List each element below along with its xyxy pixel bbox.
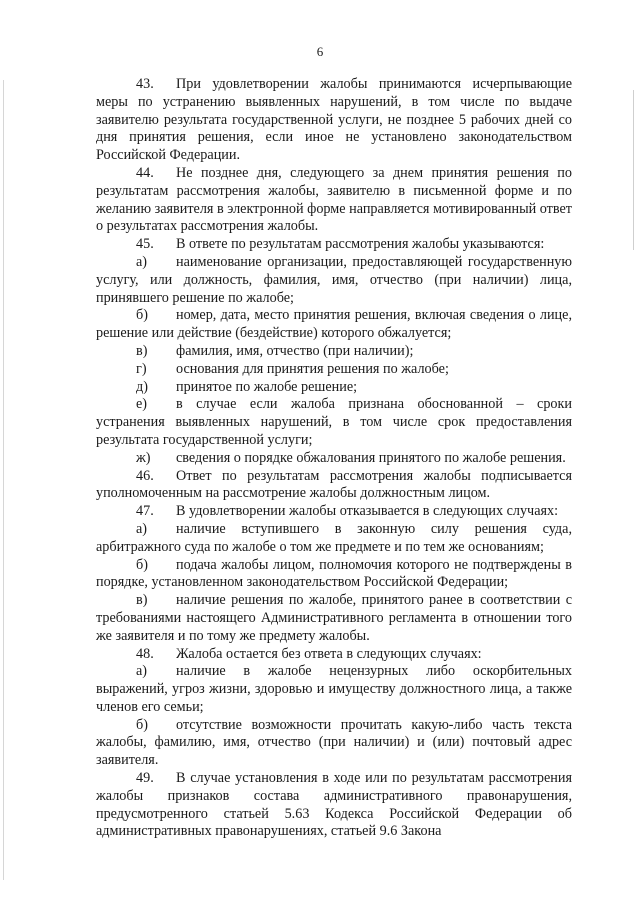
- paragraph-number: 48.: [136, 645, 154, 662]
- list-item-text: подача жалобы лицом, полномочия которого не подтверждены в порядке, установленном законодательством Российской Федерации;: [96, 556, 572, 591]
- paragraph-43: [96, 76, 572, 165]
- list-item-text: принятое по жалобе решение;: [176, 378, 358, 395]
- list-marker: б): [136, 556, 148, 573]
- paragraph-number: 43.: [136, 76, 154, 92]
- paragraph-text: В случае установления в ходе или по результатам рассмотрения жалобы признаков состава административного правонарушения, предусмотренного статьей 5.63 Кодекса Российской Федерации об административных правонарушениях, статьей 9.6 Закона: [96, 770, 572, 840]
- list-item: [96, 592, 572, 645]
- list-item: [96, 521, 572, 557]
- paragraph-45: [96, 236, 572, 254]
- paragraph-49: [96, 770, 572, 841]
- list-item-text: в случае если жалоба признана обоснованной – сроки устранения выявленных нарушений, в том числе срок предоставления результата государственной услуги;: [96, 396, 572, 448]
- list-item-text: отсутствие возможности прочитать какую-либо часть текста жалобы, фамилию, имя, отчество (при наличии) и (или) почтовый адрес заявителя.: [96, 716, 572, 769]
- list-item-text: наличие в жалобе нецензурных либо оскорбительных выражений, угроз жизни, здоровью и имуществу должностного лица, а также членов его семьи;: [96, 663, 572, 715]
- list-item: [96, 396, 572, 449]
- list-marker: г): [136, 360, 147, 377]
- list-item: [96, 717, 572, 770]
- paragraph-text: При удовлетворении жалобы принимаются исчерпывающие меры по устранению выявленных нарушений, в том числе по выдаче заявителю результата государственной услуги, не позднее 5 рабочих дней со дня принятия решения, если иное не установлено законодательством Российской Федерации.: [96, 76, 572, 164]
- paragraph-number: 44.: [136, 164, 154, 181]
- paragraph-text: Не позднее дня, следующего за днем принятия решения по результатам рассмотрения жалобы, заявителю в письменной форме и по желанию заявителя в электронной форме направляется мотивированный ответ о результатах рассмотрения жалобы.: [96, 164, 573, 235]
- list-item-text: сведения о порядке обжалования принятого по жалобе решения.: [176, 449, 566, 466]
- paragraph-number: 47.: [136, 503, 154, 520]
- document-body: [96, 76, 572, 841]
- paragraph-44: [96, 165, 572, 236]
- list-item: [96, 663, 572, 716]
- list-item: [96, 557, 572, 593]
- paragraph-text: Ответ по результатам рассмотрения жалобы подписывается уполномоченным на рассмотрение жалобы должностным лицом.: [96, 467, 572, 502]
- list-marker: в): [136, 342, 148, 359]
- scan-edge-left: [3, 80, 4, 880]
- paragraph-47: [96, 503, 572, 521]
- list-marker: е): [136, 396, 148, 413]
- paragraph-48: [96, 646, 572, 664]
- scan-edge-right: [633, 90, 634, 250]
- list-item-text: наличие вступившего в законную силу решения суда, арбитражного суда по жалобе о том же предмете и по тем же основаниям;: [96, 520, 572, 555]
- list-item-text: наличие решения по жалобе, принятого ранее в соответствии с требованиями настоящего Административного регламента в отношении того же заявителя и по тому же предмету жалобы.: [96, 592, 572, 644]
- list-item: [96, 361, 572, 379]
- list-marker: а): [136, 253, 148, 270]
- list-marker: б): [136, 716, 148, 733]
- list-marker: б): [136, 307, 148, 324]
- paragraph-text: В удовлетворении жалобы отказывается в следующих случаях:: [176, 503, 559, 520]
- list-item-text: номер, дата, место принятия решения, включая сведения о лице, решение или действие (бездействие) которого обжалуется;: [96, 307, 572, 342]
- page-number: 6: [316, 44, 324, 59]
- list-marker: в): [136, 592, 148, 609]
- list-item: [96, 379, 572, 397]
- list-item: [96, 343, 572, 361]
- list-item-text: основания для принятия решения по жалобе;: [176, 360, 449, 377]
- list-marker: а): [136, 663, 148, 680]
- list-item: [96, 254, 572, 307]
- paragraph-text: Жалоба остается без ответа в следующих случаях:: [176, 645, 482, 662]
- list-marker: а): [136, 520, 148, 537]
- paragraph-number: 49.: [136, 770, 154, 787]
- list-item-text: фамилия, имя, отчество (при наличии);: [176, 342, 414, 359]
- paragraph-46: [96, 468, 572, 504]
- list-marker: д): [136, 378, 148, 395]
- list-item: [96, 307, 572, 343]
- list-item-text: наименование организации, предоставляющей государственную услугу, или должность, фамилия, имя, отчество (при наличии) лица, принявшего решение по жалобе;: [96, 253, 572, 306]
- paragraph-number: 45.: [136, 236, 154, 253]
- paragraph-text: В ответе по результатам рассмотрения жалобы указываются:: [176, 236, 545, 253]
- list-marker: ж): [136, 449, 151, 466]
- paragraph-number: 46.: [136, 467, 154, 484]
- list-item: [96, 450, 572, 468]
